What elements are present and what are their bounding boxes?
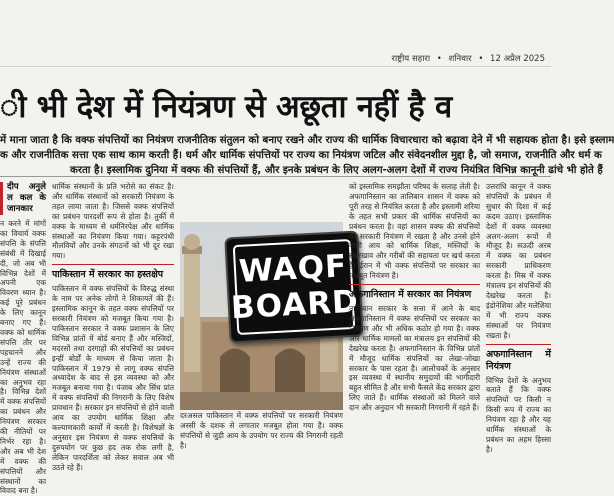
waqf-board-sign <box>224 231 363 344</box>
page-header <box>0 0 551 67</box>
deck-line: क और राजनीतिक सत्ता एक साथ काम करती हैं। धर्म और धार्मिक संपत्तियों पर राज्य का नियंत्रण जटिल और संवेदनशील मुद्दा है, जो समाज, राजनीति और धर्म क <box>0 150 602 161</box>
column-text: उत्तराधि कानून ने वक्फ संपत्तियों के प्रबंधन में सुधार की दिशा में कई कदम उठाए। इस्लामिक देशों में वक्फ व्यवस्था अलग-अलग रूपों में मौजूद है। सऊदी अरब में वक्फ का प्रबंधन सरकारी प्राधिकरण करता है। मिस्र में वक्फ मंत्रालय इन संपत्तियों की देखरेख करता है। इंडोनेशिया और मलेशिया में भी राज्य वक्फ संस्थाओं पर नियंत्रण रखता है। <box>486 182 551 340</box>
section-subhead: अफगानिस्तान में नियंत्रण <box>486 344 551 373</box>
article-deck <box>0 133 614 178</box>
column-text: तालिबान सरकार के सत्ता में आने के बाद अफगानिस्तान में वक्फ संपत्तियों पर सरकार का नियंत्रण और भी अधिक कठोर हो गया है। वक्फ और धार्मिक मामलों का मंत्रालय इन संपत्तियों की देखरेख करता है। अफगानिस्तान के विभिन्न प्रांतों में मौजूद धार्मिक संपत्तियों का लेखा-जोखा सरकार के पास रहता है। आलोचकों के अनुसार इस व्यवस्था में स्थानीय समुदायों की भागीदारी बहुत सीमित है और सभी फैसले केंद्र सरकार द्वारा लिए जाते हैं। धार्मिक संस्थाओं को मिलने वाले दान और अनुदान भी सरकारी निगरानी में रहते हैं। <box>349 304 480 413</box>
section-subhead: अफगानिस्तान में सरकार का नियंत्रण <box>349 284 480 301</box>
waqf-board-photo <box>180 222 360 410</box>
deck-line: करता है। इस्लामिक दुनिया में वक्फ की संपत्तियों हैं, और इनके प्रबंधन के लिए अलग-अलग देशों में राज्य नियंत्रित विभिन्न कानूनी ढांचे भी होते हैं <box>70 165 603 176</box>
issue-day: शनिवार <box>448 54 472 64</box>
article-column-3 <box>349 182 480 431</box>
column-text: को इस्लामिक समझौता परिषद के सलाह लेती है। अफगानिस्तान का तालिबान शासन में वक्फ को पूरी तरह से नियंत्रित करता है और इस्लामी शरिया के तहत सभी प्रकार की धार्मिक संपत्तियों का प्रबंधन करता है। वहां शासन वक्फ की संपत्तियों को सरकारी नियंत्रण में रखता है और उनसे होने वाली आय को धार्मिक शिक्षा, मस्जिदों के रखरखाव और गरीबों की सहायता पर खर्च करता है। ईरान में भी वक्फ संपत्तियों पर सरकार का मजबूत नियंत्रण है। <box>349 182 480 281</box>
divider <box>0 176 551 177</box>
issue-date: 12 अप्रैल 2025 <box>490 54 545 64</box>
article-column-2 <box>52 182 174 472</box>
article-column-4 <box>486 182 551 454</box>
article-headline: ी भी देश में नियंत्रण से अछूता नहीं है व <box>0 89 452 125</box>
masthead: राष्ट्रीय सहारा • शनिवार • 12 अप्रैल 2025 <box>391 54 545 64</box>
sign-line: BOARD <box>230 283 360 327</box>
author-byline: दीप अनुले ल कल के जानकार <box>0 182 46 215</box>
section-subhead: पाकिस्तान में सरकार का हस्तक्षेप <box>52 264 174 281</box>
sign-text <box>230 239 360 335</box>
newspaper-name: राष्ट्रीय सहारा <box>391 54 431 64</box>
deck-line: में माना जाता है कि वक्फ संपत्तियों का नियंत्रण राजनीतिक संतुलन को बनाए रखने और राज्य की धार्मिक विचारधारा को बढ़ावा देने में भी सहायक होता है। इसे इस्लाम <box>0 135 614 146</box>
sign-line: WAQF <box>238 248 349 290</box>
article-column-1 <box>0 182 46 496</box>
photo-caption: दरअसल पाकिस्तान में वक्फ संपत्तियों पर सरकारी नियंत्रण अस्सी के दशक से लगातार मजबूत होता गया है। वक्फ संपत्तियों से जुड़ी आय के उपयोग पर राज्य की निगरानी रहती है। <box>180 411 343 450</box>
column-text: न करने में मांगों का विचार्य वक्फ संपत्ति के संपत्ति संबंधी में दिखाई दी, जो अब भी विभिन्न देशों में अपनी एक विवरण ध्यान है। कई पूरे प्रबंधन के लिए कानून बनाए गए हैं। वक्फ को धार्मिक संपत्ति तौर पर पहचानने और उन्हें राज्य की नियंत्रण संस्थाओं का अनुभव रहा है। विभिन्न देशों में वक्फ संपत्तियों का प्रबंधन और नियंत्रण सरकार की नीतियों पर निर्भर रहा है। और अब भी देश में वक्फ की संपत्तियों और संस्थानों का विवाद बना है। <box>0 219 46 496</box>
column-text: धार्मिक संस्थानों के प्रति भरोसे का संकट है। और धार्मिक संस्थानों को सरकारी नियंत्रण के तहत लाया जाता है। जिससे वक्फ संपत्तियों का प्रबंधन पारदर्शी रूप से होता है। तुर्की में वक्फ के माध्यम से धर्मनिरपेक्ष और धार्मिक संस्थाओं का नियंत्रण किया गया। कट्टरपंथी मौलवियों और उनके संगठनों को भी दूर रखा गया। <box>52 182 174 261</box>
column-text: पाकिस्तान में वक्फ संपत्तियों के विरुद्ध संस्था के नाम पर अनेक लोगों ने शिकायतें की हैं। इस्लामिक कानून के तहत वक्फ संपत्तियों पर सरकारी नियंत्रण को मजबूत किया गया है। पाकिस्तान सरकार ने वक्फ प्रशासन के लिए विभिन्न प्रांतों में बोर्ड बनाए हैं और मस्जिदों, मदरसों तथा दरगाहों की संपत्तियों का प्रबंधन इन्हीं बोर्डों के माध्यम से किया जाता है। पाकिस्तान में 1979 से लागू वक्फ संपत्ति अध्यादेश के बाद से इस व्यवस्था को और मजबूत बनाया गया है। पंजाब और सिंध प्रांत में वक्फ संपत्तियों की निगरानी के लिए विशेष प्रावधान हैं। सरकार इन संपत्तियों से होने वाली आय का उपयोग धार्मिक शिक्षा और कल्याणकारी कार्यों में करती है। विशेषज्ञों के अनुसार इस नियंत्रण से वक्फ संपत्तियों के दुरुपयोग पर कुछ हद तक रोक लगी है, लेकिन पारदर्शिता को लेकर सवाल अब भी उठते रहे हैं। <box>52 284 174 472</box>
column-text: विभिन्न देशों के अनुभव बताते हैं कि वक्फ संपत्तियों पर किसी न किसी रूप में राज्य का नियंत्रण रहा है और यह धार्मिक संस्थाओं के प्रबंधन का अहम हिस्सा है। <box>486 375 551 454</box>
